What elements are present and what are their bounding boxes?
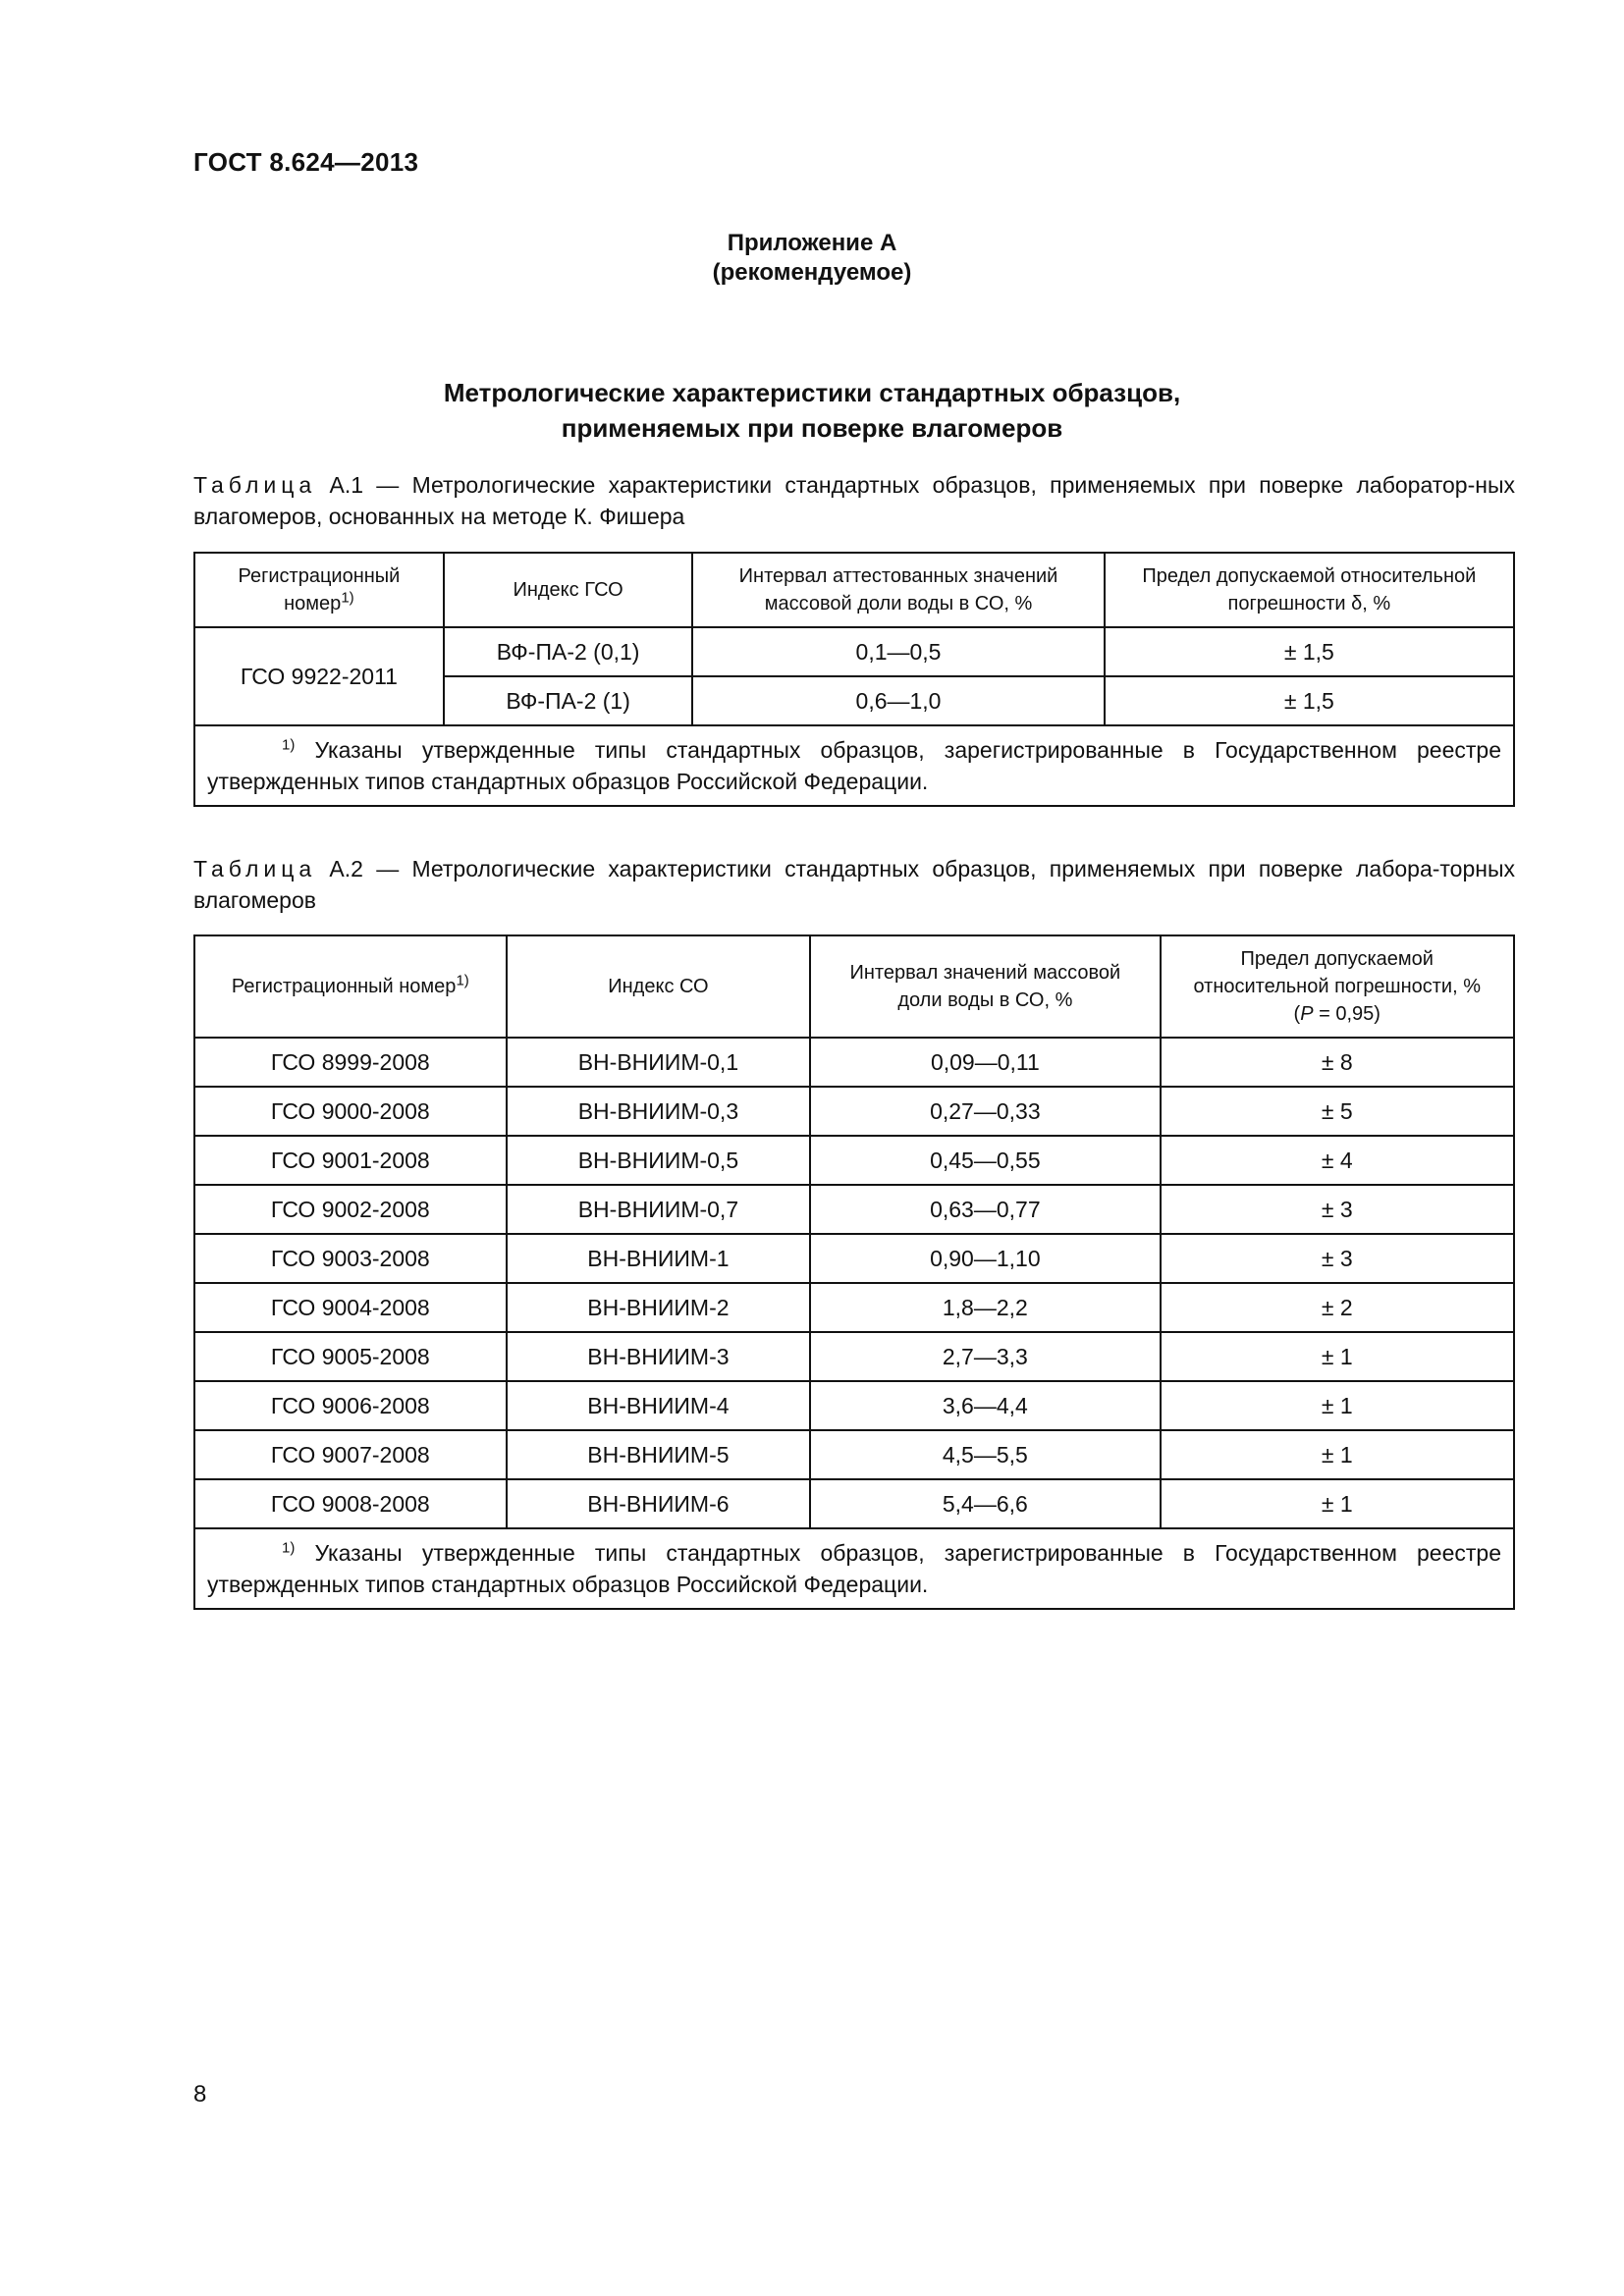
table2-cell-reg: ГСО 9007-2008	[194, 1430, 507, 1479]
table2-caption-text: А.2 — Метрологические характеристики стандартных образцов, применяемых при поверке лабора-торных влагомеров	[193, 856, 1515, 913]
appendix-subtitle: (рекомендуемое)	[712, 259, 912, 286]
table2-header-limit-line2: относительной погрешности, %	[1193, 976, 1481, 997]
table1-cell-limit: ± 1,5	[1105, 627, 1514, 676]
table-row	[194, 1234, 1514, 1283]
table2-cell-index: ВН-ВНИИМ-0,3	[507, 1087, 811, 1136]
table1-header-interval	[692, 553, 1104, 627]
table2-header-index: Индекс СО	[507, 935, 811, 1038]
table2-cell-index: ВН-ВНИИМ-3	[507, 1332, 811, 1381]
table1-footnote	[194, 725, 1514, 806]
table1-caption	[193, 469, 1515, 532]
table2-cell-interval: 2,7—3,3	[810, 1332, 1160, 1381]
table2-footnote-mark: 1)	[282, 1539, 296, 1557]
table2-caption-lead: Таблица	[193, 856, 317, 881]
table2-cell-reg: ГСО 9004-2008	[194, 1283, 507, 1332]
table1-header-limit-line1: Предел допускаемой относительной	[1142, 565, 1477, 587]
table1-header-reg-line2: номер	[284, 593, 342, 614]
table2-cell-reg: ГСО 9003-2008	[194, 1234, 507, 1283]
table1-header-reg-footnote-mark: 1)	[341, 589, 354, 607]
table2-cell-limit: ± 4	[1161, 1136, 1514, 1185]
table2-footnote-text: Указаны утвержденные типы стандартных образцов, зарегистрированные в Государственном реестре утвержденных типов стандартных образцов Российской Федерации.	[207, 1540, 1501, 1597]
table1-footnote-row	[194, 725, 1514, 806]
table1-footnote-mark: 1)	[282, 736, 296, 754]
table2-cell-limit: ± 8	[1161, 1038, 1514, 1087]
table1-cell-index: ВФ-ПА-2 (0,1)	[444, 627, 693, 676]
page-number: 8	[193, 2081, 207, 2108]
table1-header-limit	[1105, 553, 1514, 627]
table2-header-limit-p: P	[1300, 1003, 1314, 1025]
table2-cell-interval: 0,09—0,11	[810, 1038, 1160, 1087]
table2-cell-interval: 1,8—2,2	[810, 1283, 1160, 1332]
table2-cell-reg: ГСО 9008-2008	[194, 1479, 507, 1528]
table2-cell-limit: ± 5	[1161, 1087, 1514, 1136]
table-row	[194, 1430, 1514, 1479]
table-row	[194, 1038, 1514, 1087]
table2-caption	[193, 853, 1515, 916]
table1-footnote-text: Указаны утвержденные типы стандартных образцов, зарегистрированные в Государственном реестре утвержденных типов стандартных образцов Российской Федерации.	[207, 737, 1501, 794]
table2	[193, 934, 1515, 1610]
table2-cell-reg: ГСО 9002-2008	[194, 1185, 507, 1234]
section-title	[0, 375, 1624, 446]
table2-cell-index: ВН-ВНИИМ-0,5	[507, 1136, 811, 1185]
table2-cell-index: ВН-ВНИИМ-0,7	[507, 1185, 811, 1234]
table-row	[194, 1332, 1514, 1381]
table2-cell-index: ВН-ВНИИМ-4	[507, 1381, 811, 1430]
table-row	[194, 1479, 1514, 1528]
table2-header-interval	[810, 935, 1160, 1038]
table2-cell-limit: ± 1	[1161, 1332, 1514, 1381]
table2-header-reg-footnote-mark: 1)	[456, 972, 469, 989]
table2-cell-limit: ± 3	[1161, 1185, 1514, 1234]
table2-cell-reg: ГСО 9005-2008	[194, 1332, 507, 1381]
table1-header-limit-line2: погрешности δ, %	[1227, 593, 1391, 614]
table1-cell-index: ВФ-ПА-2 (1)	[444, 676, 693, 725]
table1-caption-lead: Таблица	[193, 472, 317, 498]
table2-header-limit-line3: = 0,95)	[1313, 1003, 1380, 1025]
table1-cell-limit: ± 1,5	[1105, 676, 1514, 725]
table2-footnote	[194, 1528, 1514, 1609]
document-id: ГОСТ 8.624—2013	[193, 147, 419, 177]
table2-cell-limit: ± 3	[1161, 1234, 1514, 1283]
table2-body	[194, 1038, 1514, 1528]
table2-cell-limit: ± 2	[1161, 1283, 1514, 1332]
table1-header-reg	[194, 553, 444, 627]
table1-cell-interval: 0,6—1,0	[692, 676, 1104, 725]
table1-cell-interval: 0,1—0,5	[692, 627, 1104, 676]
table2-header-interval-line2: доли воды в СО, %	[897, 989, 1073, 1011]
table2-header-interval-line1: Интервал значений массовой	[849, 962, 1121, 984]
table2-cell-reg: ГСО 9000-2008	[194, 1087, 507, 1136]
table2-cell-interval: 0,90—1,10	[810, 1234, 1160, 1283]
table2-header-reg-text: Регистрационный номер	[231, 976, 457, 997]
table2-cell-limit: ± 1	[1161, 1430, 1514, 1479]
table2-cell-index: ВН-ВНИИМ-6	[507, 1479, 811, 1528]
table-row	[194, 1381, 1514, 1430]
table2-cell-index: ВН-ВНИИМ-0,1	[507, 1038, 811, 1087]
table2-cell-interval: 0,63—0,77	[810, 1185, 1160, 1234]
table1-header-row	[194, 553, 1514, 627]
table2-header-reg	[194, 935, 507, 1038]
table2-cell-reg: ГСО 8999-2008	[194, 1038, 507, 1087]
table2-cell-interval: 0,27—0,33	[810, 1087, 1160, 1136]
table-row	[194, 1136, 1514, 1185]
table1-caption-text: А.1 — Метрологические характеристики стандартных образцов, применяемых при поверке лаборатор-ных влагомеров, основанных на методе К. Фишера	[193, 472, 1515, 529]
table-row	[194, 627, 1514, 676]
table2-cell-index: ВН-ВНИИМ-5	[507, 1430, 811, 1479]
table2-header-limit-line1: Предел допускаемой	[1240, 948, 1434, 970]
table2-cell-index: ВН-ВНИИМ-2	[507, 1283, 811, 1332]
table2-cell-limit: ± 1	[1161, 1479, 1514, 1528]
table2-cell-limit: ± 1	[1161, 1381, 1514, 1430]
table-row	[194, 1087, 1514, 1136]
table2-header-limit: Предел допускаемой относительной погрешности, % (P = 0,95)	[1161, 935, 1514, 1038]
table2-cell-index: ВН-ВНИИМ-1	[507, 1234, 811, 1283]
section-title-line1: Метрологические характеристики стандартных образцов,	[443, 378, 1181, 407]
table2-cell-reg: ГСО 9001-2008	[194, 1136, 507, 1185]
table2-cell-interval: 3,6—4,4	[810, 1381, 1160, 1430]
table1-header-interval-line2: массовой доли воды в СО, %	[764, 593, 1033, 614]
appendix-title: Приложение А	[727, 230, 897, 256]
table1	[193, 552, 1515, 807]
table1-header-interval-line1: Интервал аттестованных значений	[738, 565, 1058, 587]
table2-header-row	[194, 935, 1514, 1038]
table2-cell-interval: 4,5—5,5	[810, 1430, 1160, 1479]
section-title-line2: применяемых при поверке влагомеров	[561, 413, 1063, 443]
table2-cell-reg: ГСО 9006-2008	[194, 1381, 507, 1430]
table2-footnote-row	[194, 1528, 1514, 1609]
table1-cell-reg: ГСО 9922-2011	[194, 627, 444, 725]
table-row	[194, 1283, 1514, 1332]
table-row	[194, 1185, 1514, 1234]
table2-cell-interval: 5,4—6,6	[810, 1479, 1160, 1528]
table1-header-index: Индекс ГСО	[444, 553, 693, 627]
table2-cell-interval: 0,45—0,55	[810, 1136, 1160, 1185]
table1-header-reg-line1: Регистрационный	[238, 565, 401, 587]
